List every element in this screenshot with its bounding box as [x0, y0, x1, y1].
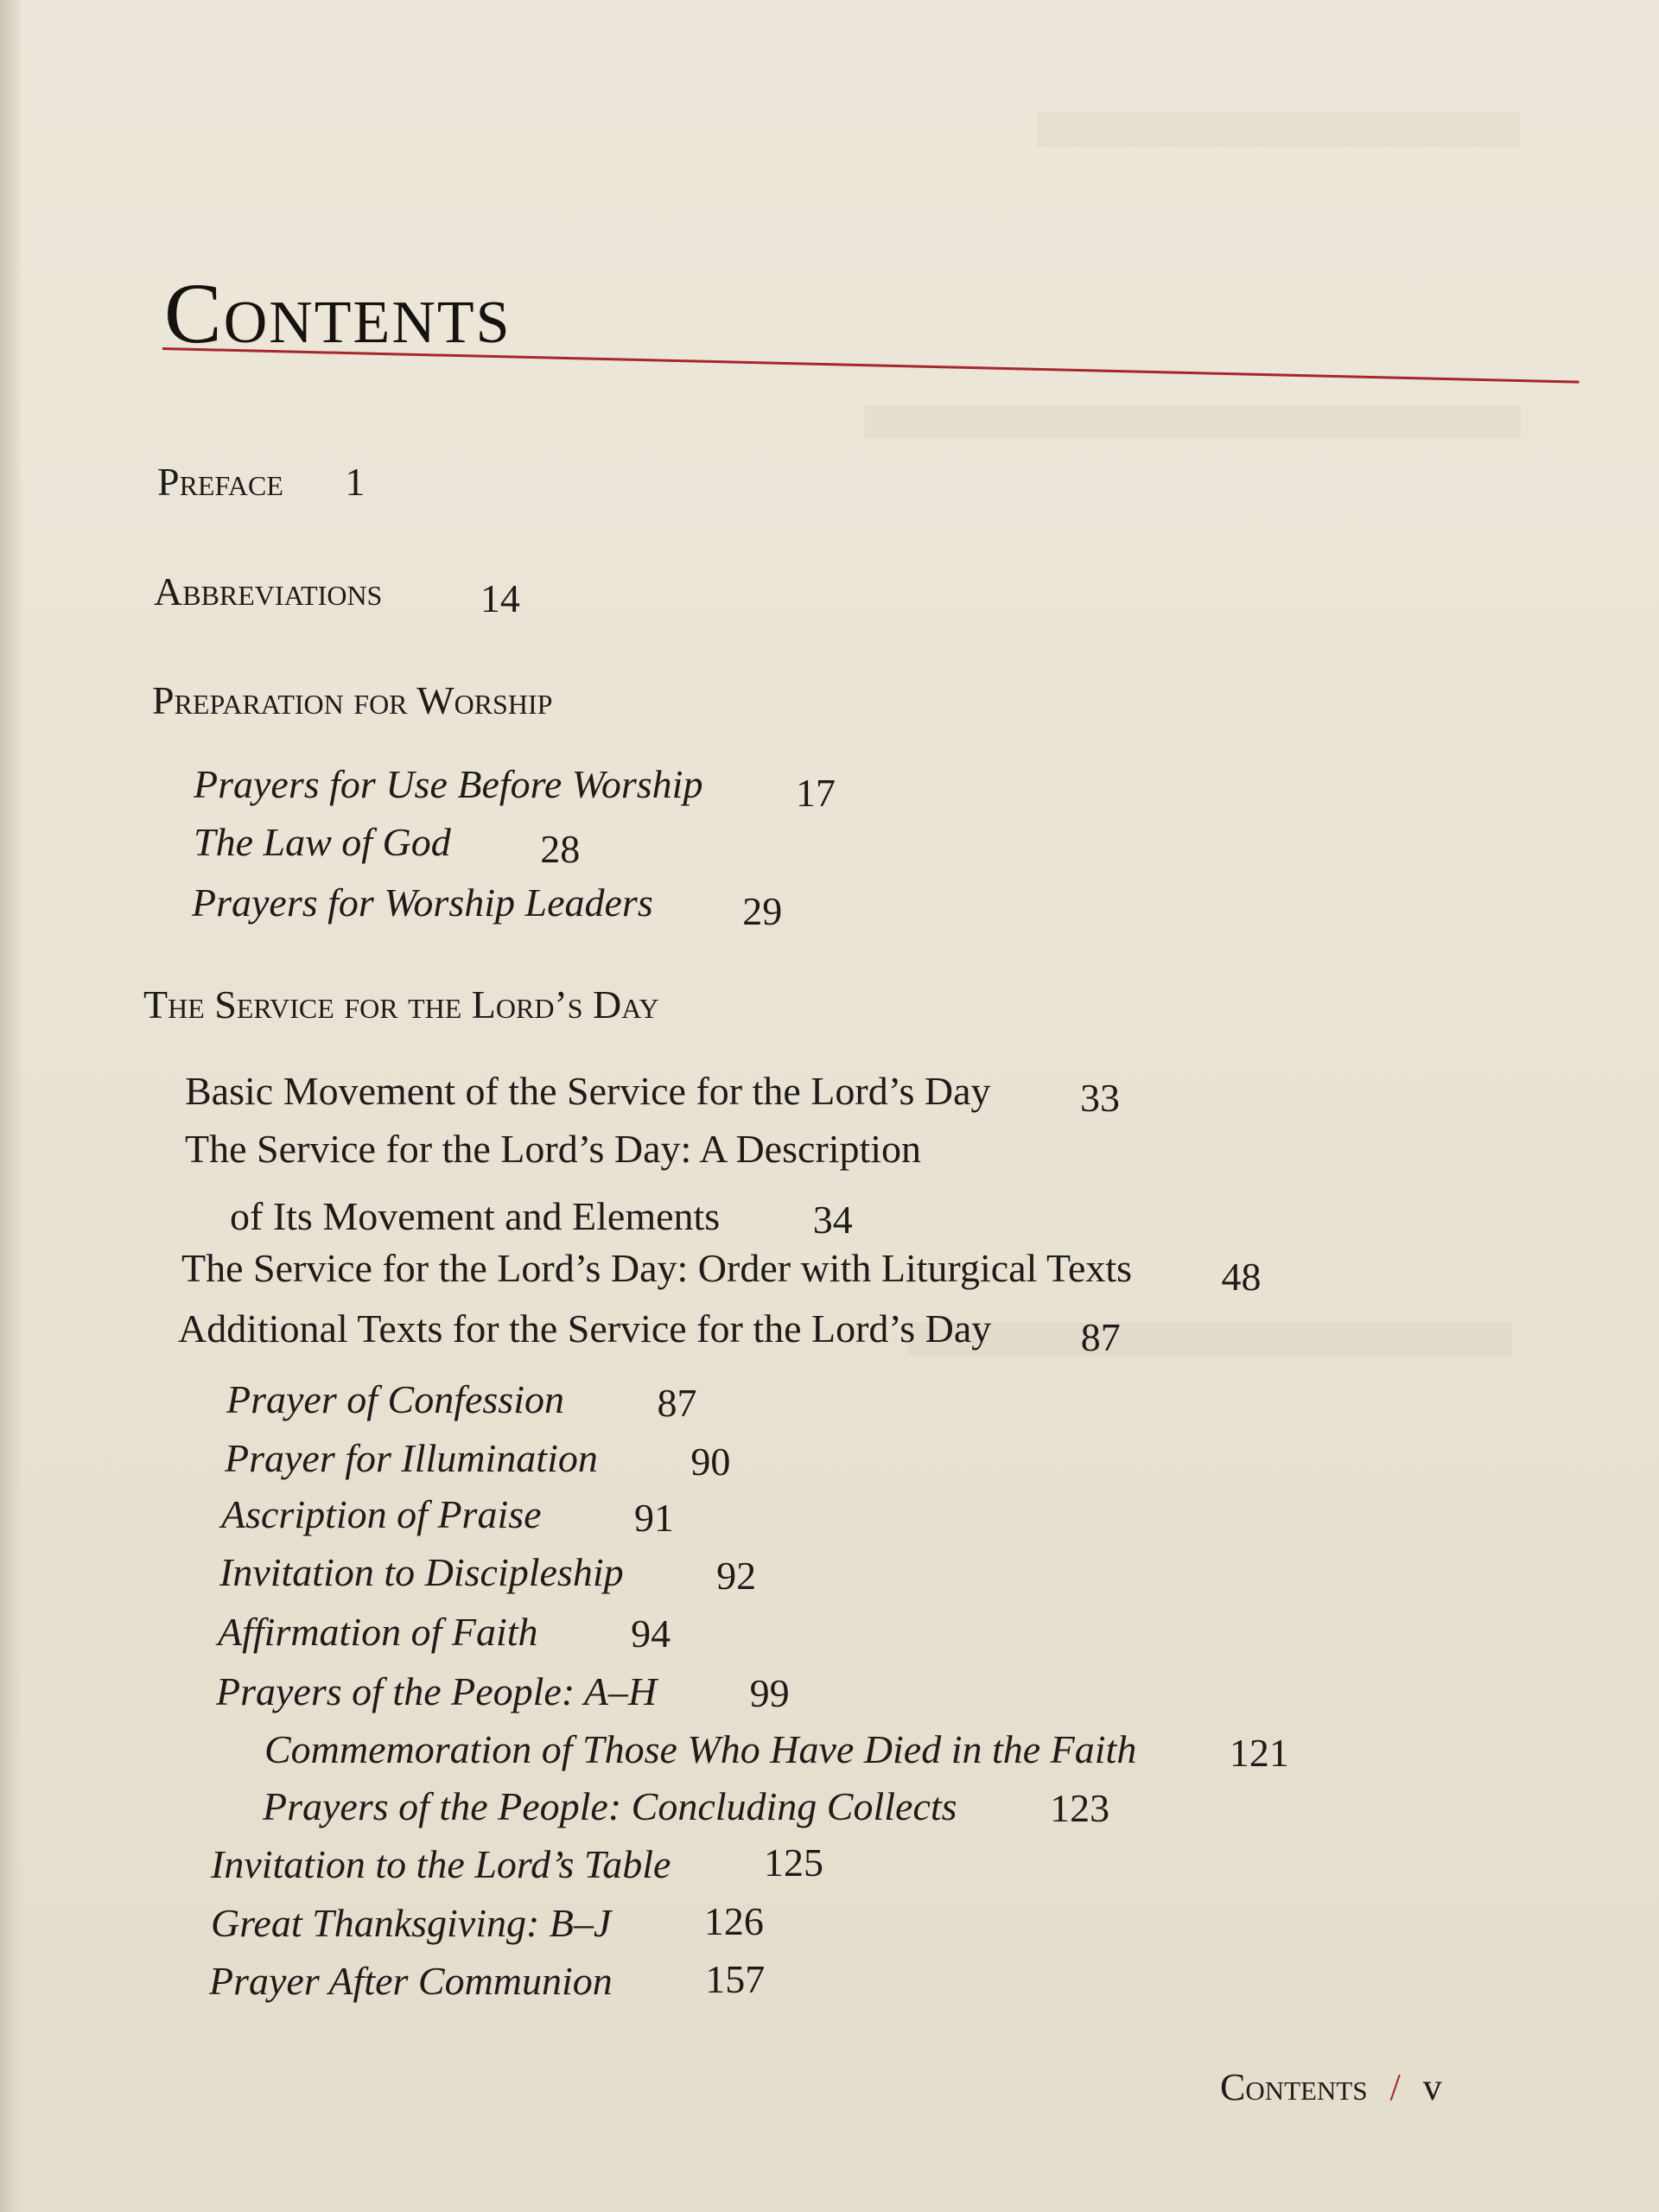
- toc-page-number: 91: [634, 1496, 675, 1540]
- running-footer: [1220, 2065, 1442, 2109]
- toc-entry-label: The Service for the Lord’s Day: [143, 982, 659, 1027]
- toc-entry-label: Invitation to the Lord’s Table: [211, 1842, 671, 1886]
- toc-entry-label: Prayer After Communion: [209, 1959, 613, 2003]
- toc-entry[interactable]: [226, 1377, 697, 1425]
- toc-entry-label: Preface: [157, 460, 283, 504]
- toc-entry-label: Basic Movement of the Service for the Lord’s Day: [185, 1069, 991, 1113]
- toc-entry-label: Prayers for Use Before Worship: [194, 762, 703, 806]
- toc-section-heading[interactable]: [143, 982, 659, 1027]
- toc-page-number: 87: [1080, 1315, 1121, 1359]
- toc-entry[interactable]: [219, 1550, 757, 1598]
- toc-entry[interactable]: [185, 1069, 1121, 1120]
- toc-entry[interactable]: [209, 1957, 766, 2003]
- footer-label: Contents: [1220, 2066, 1368, 2108]
- toc-entry[interactable]: [218, 1610, 671, 1656]
- toc-entry-label: Prayers of the People: A–H: [216, 1669, 658, 1713]
- toc-page-number: 121: [1229, 1731, 1289, 1775]
- toc-page-number: 28: [540, 827, 581, 871]
- bleed-through-shadow: [864, 406, 1521, 439]
- toc-entry-label: The Service for the Lord’s Day: A Description: [185, 1127, 922, 1171]
- toc-entry[interactable]: [211, 1840, 823, 1886]
- bleed-through-shadow: [1037, 112, 1521, 147]
- page-gutter: [0, 0, 22, 2212]
- toc-entry-label: Commemoration of Those Who Have Died in the Faith: [264, 1727, 1137, 1771]
- toc-entry[interactable]: [211, 1899, 764, 1945]
- toc-entry[interactable]: [178, 1306, 1121, 1359]
- footer-separator: /: [1389, 2066, 1401, 2108]
- title-rule: [162, 347, 1580, 384]
- toc-page-number: 126: [703, 1899, 764, 1943]
- toc-page-number: 33: [1080, 1076, 1121, 1120]
- toc-entry[interactable]: [264, 1727, 1289, 1775]
- toc-entry-label: of Its Movement and Elements: [230, 1194, 721, 1238]
- toc-entry[interactable]: [154, 569, 520, 620]
- toc-page-number: 125: [763, 1840, 823, 1885]
- toc-page-number: 14: [480, 576, 520, 620]
- toc-page-number: 1: [345, 460, 365, 504]
- toc-page-number: 99: [749, 1671, 790, 1715]
- toc-entry-label: Prayers for Worship Leaders: [192, 880, 653, 925]
- toc-entry-continued[interactable]: [230, 1194, 853, 1242]
- toc-entry-label: Invitation to Discipleship: [219, 1550, 624, 1594]
- toc-entry-label: Affirmation of Faith: [218, 1610, 538, 1654]
- toc-entry-label: The Law of God: [194, 820, 451, 864]
- toc-entry[interactable]: [181, 1246, 1262, 1299]
- toc-entry[interactable]: [194, 820, 581, 871]
- toc-entry-label: Abbreviations: [154, 569, 383, 613]
- toc-page-number: 34: [812, 1198, 853, 1242]
- toc-page-number: 29: [742, 889, 783, 933]
- toc-entry[interactable]: [225, 1436, 731, 1484]
- toc-page-number: 87: [657, 1381, 697, 1425]
- toc-entry[interactable]: [216, 1669, 790, 1715]
- toc-entry[interactable]: [157, 462, 365, 502]
- toc-entry[interactable]: [185, 1129, 921, 1169]
- toc-entry-label: Prayer for Illumination: [225, 1436, 598, 1480]
- toc-entry[interactable]: [194, 762, 836, 815]
- toc-page-number: 48: [1221, 1255, 1262, 1299]
- toc-entry-label: The Service for the Lord’s Day: Order with Liturgical Texts: [181, 1246, 1133, 1290]
- toc-page-number: 17: [795, 771, 836, 815]
- toc-entry-label: Prayers of the People: Concluding Collects: [263, 1784, 957, 1828]
- toc-entry-label: Great Thanksgiving: B–J: [211, 1901, 612, 1945]
- toc-entry[interactable]: [192, 880, 783, 933]
- toc-page-number: 123: [1050, 1786, 1110, 1830]
- toc-entry-label: Preparation for Worship: [152, 678, 553, 722]
- toc-entry-label: Prayer of Confession: [226, 1377, 564, 1421]
- page-title: Contents: [164, 265, 512, 361]
- toc-entry-label: Additional Texts for the Service for the Lord’s Day: [178, 1306, 992, 1351]
- toc-entry[interactable]: [221, 1492, 675, 1540]
- toc-entry[interactable]: [263, 1784, 1110, 1830]
- toc-entry-label: Ascription of Praise: [221, 1492, 542, 1536]
- toc-page-number: 157: [705, 1957, 766, 2001]
- toc-page-number: 90: [690, 1440, 731, 1484]
- footer-page-number: v: [1422, 2066, 1442, 2108]
- toc-page-number: 92: [716, 1554, 757, 1598]
- toc-section-heading[interactable]: [152, 678, 553, 722]
- toc-page-number: 94: [631, 1611, 671, 1656]
